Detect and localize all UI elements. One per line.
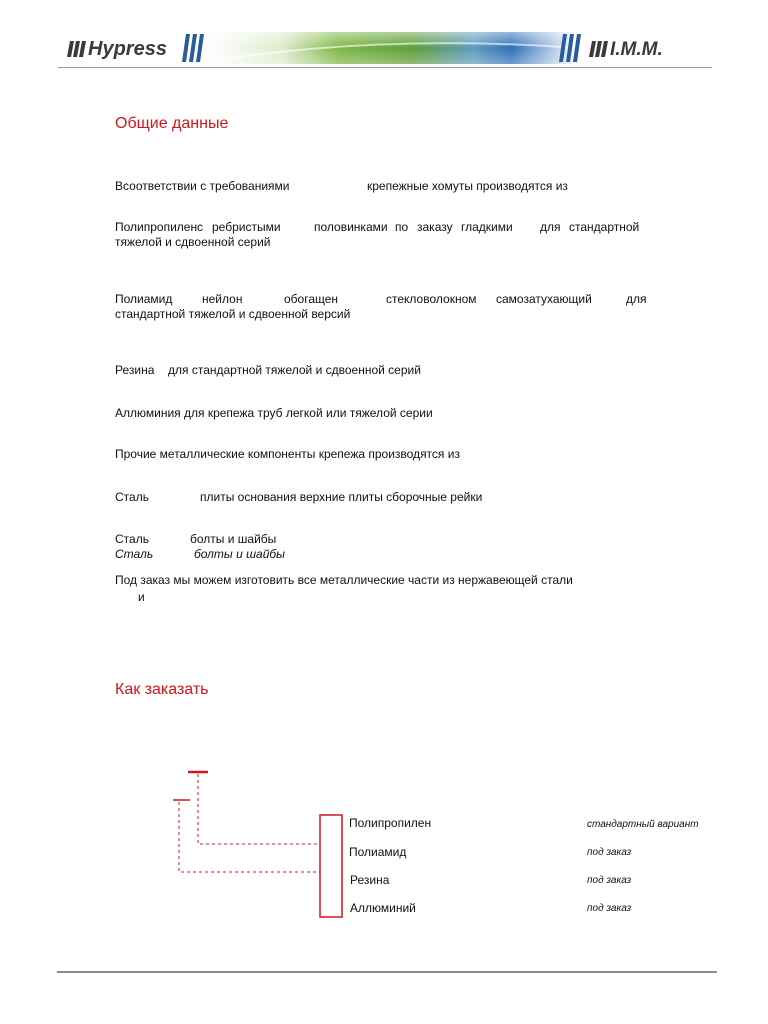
p3-word: обогащен [284,292,339,306]
svg-text:Hypress: Hypress [88,38,167,60]
p2-word: стандартной [569,220,640,234]
option-note: под заказ [587,847,632,858]
p2-line2: тяжелой и сдвоенной серий [115,235,271,249]
p6: Прочие металлические компоненты крепежа производятся из [115,447,460,461]
p3-word: стекловолокном [386,292,477,306]
option-material: Аллюминий [350,901,416,915]
hypress-logo [66,33,186,63]
p2-word: ребристыми [212,220,281,234]
svg-text:I.M.M.: I.M.M. [610,39,663,60]
p7-end: плиты основания верхние плиты сборочные рейки [200,490,483,504]
p8-start: Сталь [115,532,149,546]
option-material: Резина [350,873,390,887]
options-bracket [320,815,342,917]
p9-line2: и [138,590,145,604]
p3-word: самозатухающий [496,292,592,306]
option-note: стандартный вариант [587,819,699,830]
option-note: под заказ [587,875,632,886]
p3-word: нейлон [202,292,243,306]
p8-italic-start: Сталь [115,547,154,561]
p2-word: с [197,220,203,234]
p2-word: половинками [314,220,388,234]
p2-word: Полипропилен [115,220,198,234]
p9-line1: Под заказ мы можем изготовить все металлические части из нержавеющей стали [115,573,573,587]
header-rule [58,67,712,68]
option-material: Полиамид [349,845,407,859]
p8-end: болты и шайбы [190,532,277,546]
section-heading-how-to-order: Как заказать [115,681,209,698]
p4-end: для стандартной тяжелой и сдвоенной серий [168,363,421,377]
p3-word: для [626,292,647,306]
leader-line-2 [179,802,320,872]
p3-word: Полиамид [115,292,173,306]
option-material: Полипропилен [349,816,432,830]
p2-word: для [540,220,561,234]
imm-logo [588,33,710,63]
p2-word: заказу [417,220,453,234]
footer-rule [57,971,717,973]
p3-line2: стандартной тяжелой и сдвоенной версий [115,307,351,321]
section-heading-general: Общие данные [115,115,229,132]
leader-line-1 [198,774,320,844]
paragraph-1-end: крепежные хомуты производятся из [367,179,568,193]
order-code-diagram [160,760,360,925]
p4-start: Резина [115,363,155,377]
p2-word: по [395,220,409,234]
p2-word: гладкими [461,220,513,234]
p7-start: Сталь [115,490,149,504]
option-note: под заказ [587,903,632,914]
p8-italic-end: болты и шайбы [194,547,285,561]
paragraph-1-start: Всоответствии с требованиями [115,179,290,193]
p5: Аллюминия для крепежа труб легкой или тяжелой серии [115,406,433,420]
